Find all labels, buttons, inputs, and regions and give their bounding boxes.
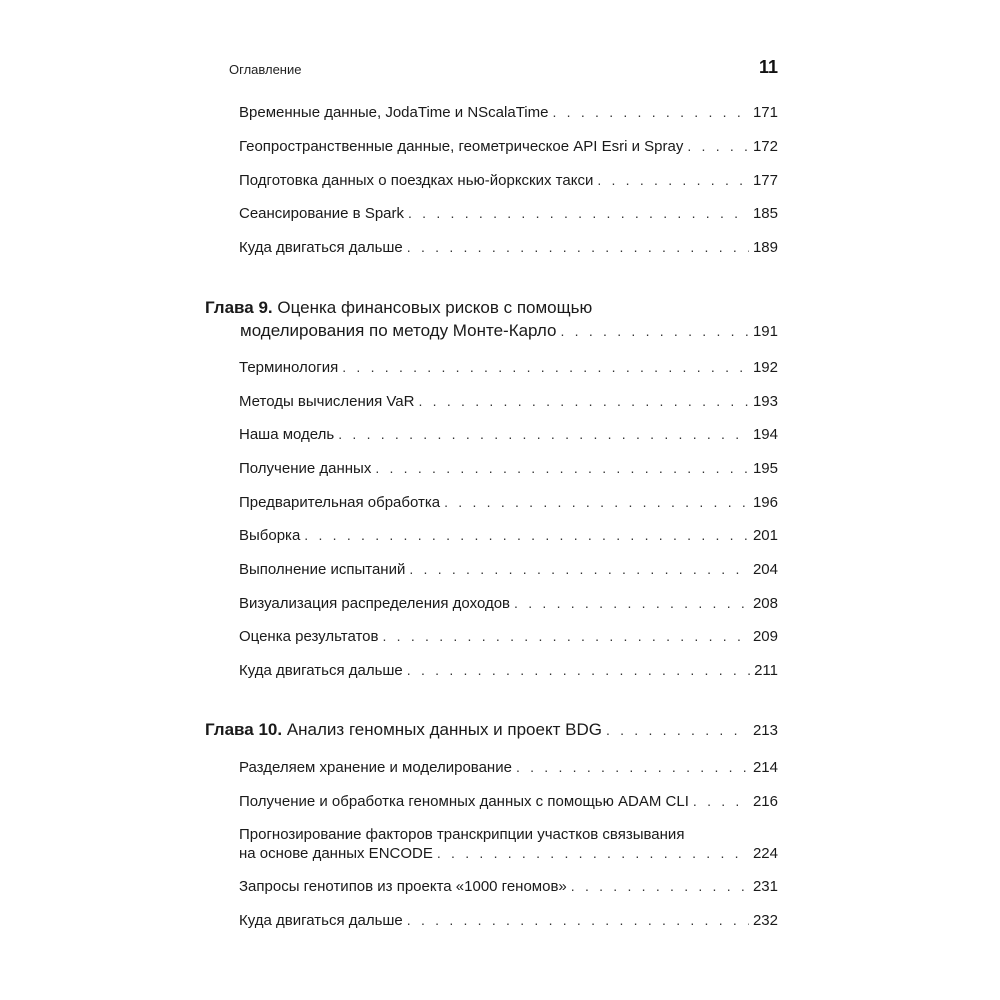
toc-entry-title: Выполнение испытаний	[239, 561, 406, 578]
toc-entry[interactable]	[239, 391, 778, 412]
dot-leader	[382, 626, 748, 646]
toc-entry-page: 231	[752, 878, 778, 895]
toc-entry[interactable]	[239, 593, 778, 614]
toc-entry[interactable]	[239, 910, 778, 931]
toc-entry-page: 172	[752, 138, 778, 155]
toc-entry-page: 201	[752, 527, 778, 544]
toc-entry-page: 216	[752, 793, 778, 810]
toc-entry[interactable]	[239, 660, 778, 681]
toc-entry-title: Куда двигаться дальше	[239, 912, 403, 929]
dot-leader	[561, 320, 749, 342]
chapter-9-heading[interactable]	[240, 320, 778, 343]
dot-leader	[444, 492, 749, 512]
dot-leader	[687, 136, 749, 156]
toc-entry[interactable]	[239, 626, 778, 647]
chapter-10-page: 213	[752, 722, 778, 739]
toc-entry-page: 192	[752, 359, 778, 376]
dot-leader	[338, 424, 749, 444]
dot-leader	[407, 910, 749, 930]
toc-entry-title: Выборка	[239, 527, 301, 544]
toc-entry[interactable]	[239, 559, 778, 580]
toc-entry[interactable]	[239, 458, 778, 479]
toc-entry-page: 195	[752, 460, 778, 477]
toc-entry-page: 211	[754, 662, 778, 679]
toc-entry-title: Терминология	[239, 359, 339, 376]
dot-leader	[606, 719, 749, 741]
toc-entry-title: Предварительная обработка	[239, 494, 441, 511]
dot-leader	[408, 203, 749, 223]
toc-entry-title: Куда двигаться дальше	[239, 239, 403, 256]
toc-entry[interactable]	[239, 203, 778, 224]
toc-entry-title: Получение и обработка геномных данных с помощью ADAM CLI	[239, 793, 689, 810]
toc-entry-title: Подготовка данных о поездках нью-йоркских такси	[239, 172, 594, 189]
toc-entry[interactable]	[239, 876, 778, 897]
dot-leader	[407, 660, 750, 680]
toc-entry-title: на основе данных ENCODE	[239, 845, 433, 862]
toc-entry-title: Методы вычисления VaR	[239, 393, 415, 410]
toc-entry[interactable]	[239, 357, 778, 378]
toc-entry-page: 196	[752, 494, 778, 511]
toc-entry[interactable]	[239, 170, 778, 191]
dot-leader	[407, 237, 749, 257]
toc-entry[interactable]	[239, 424, 778, 445]
dot-leader	[516, 757, 749, 777]
toc-entry-title: Визуализация распределения доходов	[239, 595, 511, 612]
chapter-9-label: Глава 9.	[205, 298, 273, 317]
dot-leader	[409, 559, 749, 579]
toc-entry-page: 232	[752, 912, 778, 929]
toc-entry-title: Оценка результатов	[239, 628, 379, 645]
chapter-9-title-line2: моделирования по методу Монте-Карло	[240, 321, 557, 340]
toc-entry-title: Получение данных	[239, 460, 372, 477]
toc-entry[interactable]	[239, 102, 778, 123]
toc-entry-title-line1: Прогнозирование факторов транскрипции участков связывания	[239, 826, 685, 843]
toc-entry[interactable]	[239, 791, 778, 812]
dot-leader	[552, 102, 748, 122]
toc-entry-page: 209	[752, 628, 778, 645]
toc-entry-page: 185	[752, 205, 778, 222]
toc-entry-page: 194	[752, 426, 778, 443]
dot-leader	[342, 357, 749, 377]
chapter-10-title-wrap	[205, 719, 602, 741]
toc-entry-page: 224	[752, 845, 778, 862]
chapter-10-title: Анализ геномных данных и проект BDG	[286, 720, 602, 739]
chapter-9-page: 191	[752, 323, 778, 340]
toc-entry-title: Куда двигаться дальше	[239, 662, 403, 679]
toc-entry[interactable]	[239, 757, 778, 778]
dot-leader	[375, 458, 749, 478]
dot-leader	[597, 170, 749, 190]
toc-entry-page: 208	[752, 595, 778, 612]
dot-leader	[304, 525, 749, 545]
chapter-10-label: Глава 10.	[205, 720, 283, 739]
chapter-10-heading[interactable]	[205, 719, 778, 742]
running-head: Оглавление	[229, 62, 302, 77]
toc-entry-page: 193	[752, 393, 778, 410]
dot-leader	[437, 843, 749, 863]
toc-entry-title: Геопространственные данные, геометрическое API Esri и Spray	[239, 138, 684, 155]
toc-entry-title: Наша модель	[239, 426, 335, 443]
toc-entry[interactable]	[239, 136, 778, 157]
toc-entry-title: Запросы генотипов из проекта «1000 геномов»	[239, 878, 567, 895]
toc-entry[interactable]	[239, 525, 778, 546]
toc-entry-title: Разделяем хранение и моделирование	[239, 759, 512, 776]
toc-entry[interactable]	[239, 237, 778, 258]
toc-entry[interactable]	[239, 492, 778, 513]
toc-entry-title: Временные данные, JodaTime и NScalaTime	[239, 104, 549, 121]
chapter-9-title-line1: Оценка финансовых рисков с помощью	[277, 298, 593, 317]
toc-entry-title: Сеансирование в Spark	[239, 205, 404, 222]
toc-entry-page: 214	[752, 759, 778, 776]
dot-leader	[571, 876, 749, 896]
dot-leader	[514, 593, 749, 613]
dot-leader	[418, 391, 748, 411]
toc-entry-page: 171	[752, 104, 778, 121]
toc-entry-page: 177	[752, 172, 778, 189]
toc-entry-page: 204	[752, 561, 778, 578]
chapter-9-heading-line1[interactable]	[205, 297, 592, 319]
page-number: 11	[758, 57, 778, 77]
toc-entry[interactable]	[239, 843, 778, 864]
toc-entry-page: 189	[752, 239, 778, 256]
dot-leader	[693, 791, 749, 811]
